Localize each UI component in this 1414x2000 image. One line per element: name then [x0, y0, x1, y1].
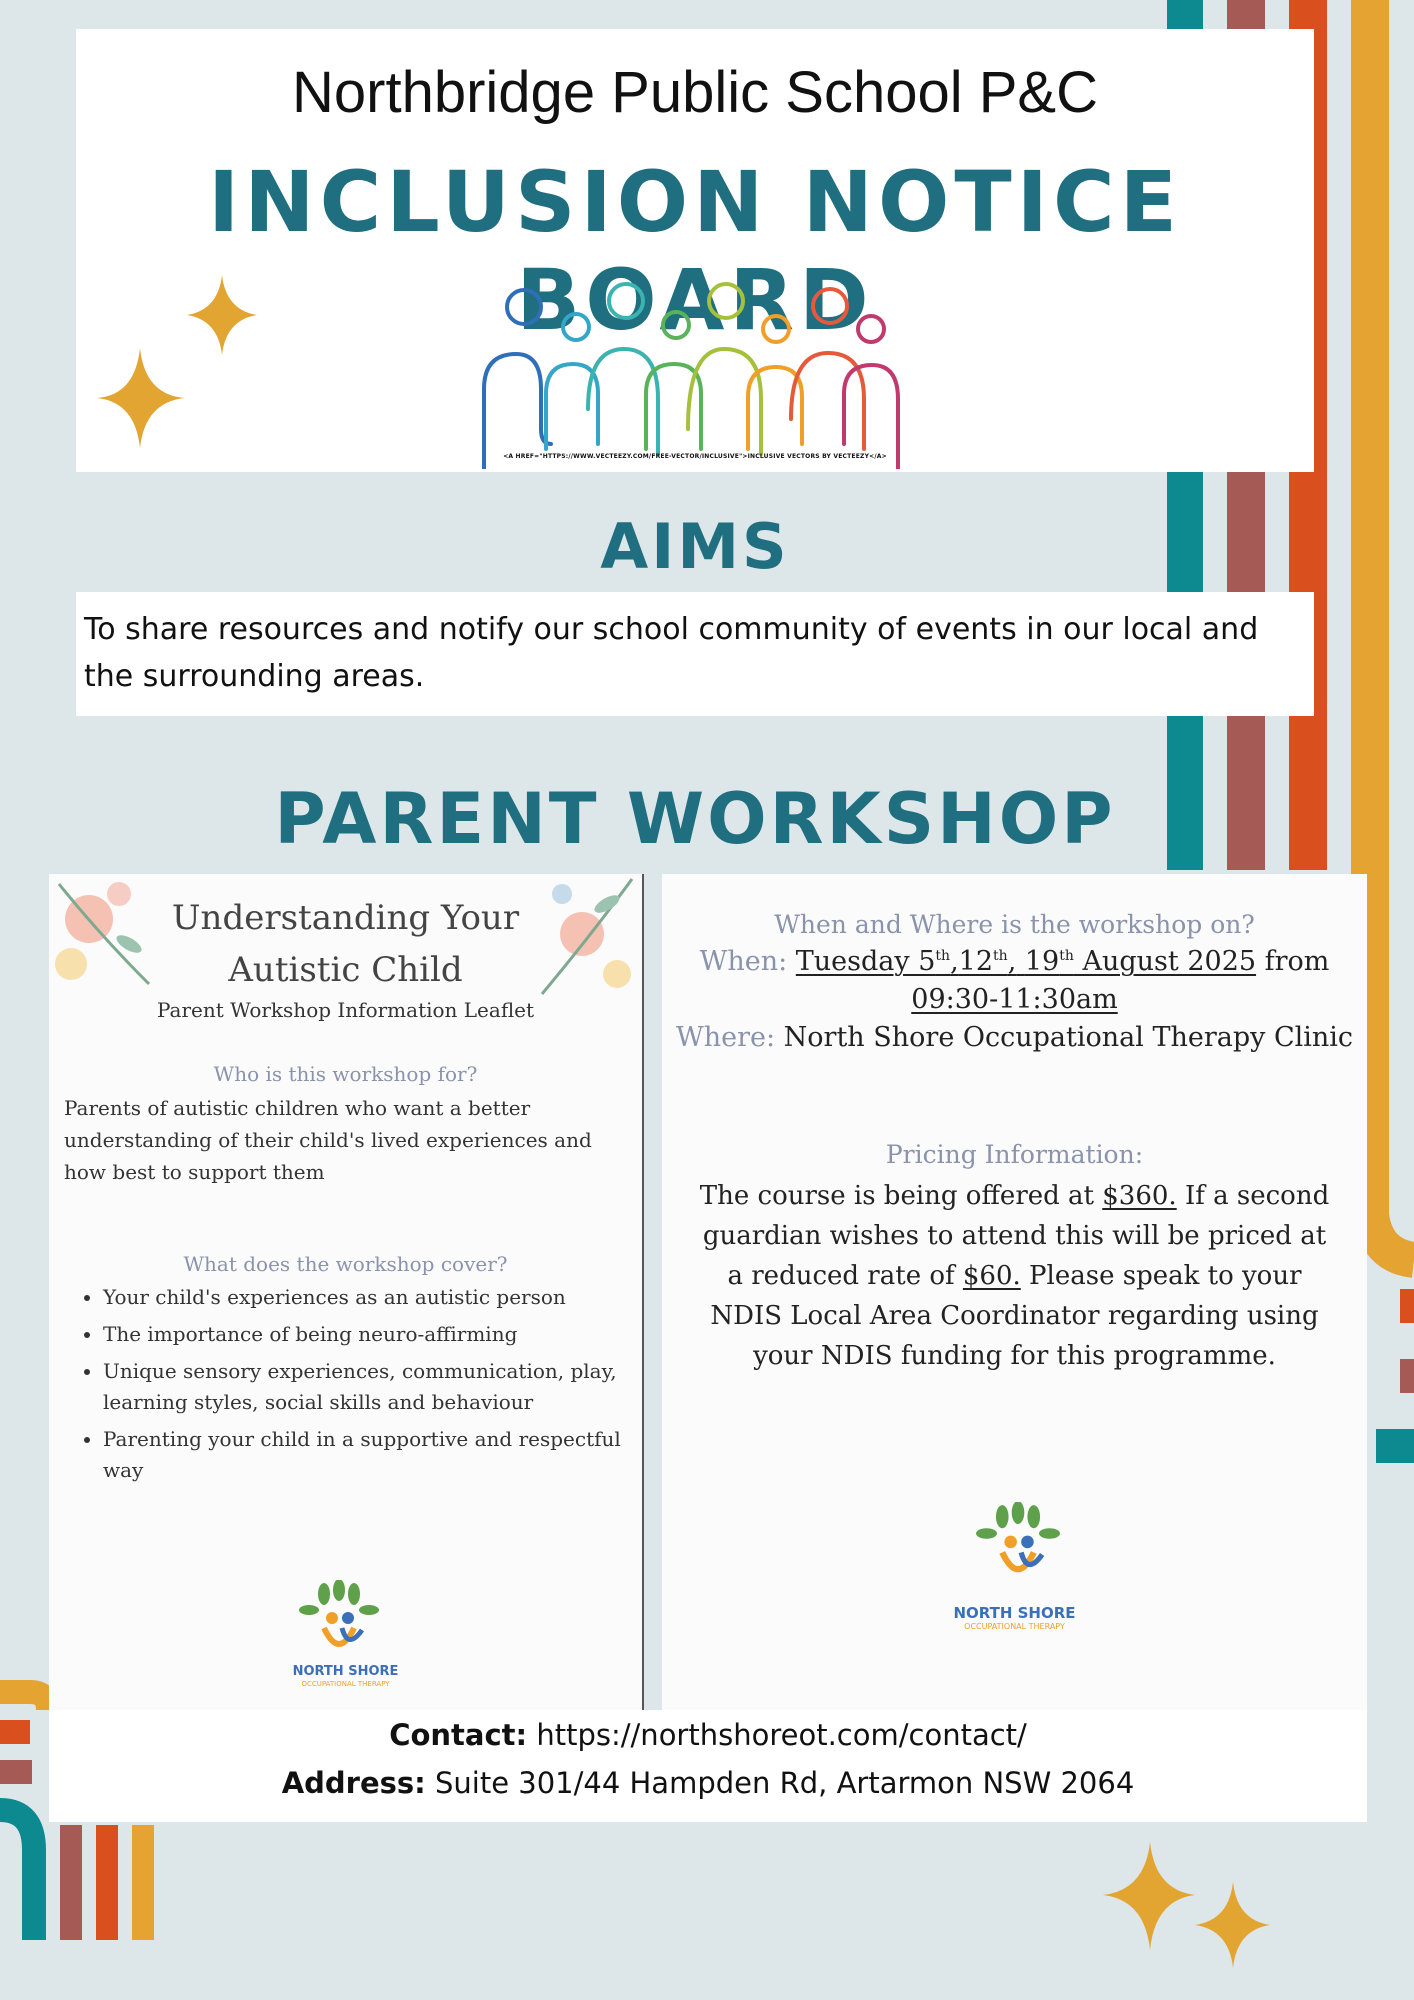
who-text: Parents of autistic children who want a better understanding of their child's lived experiences and how best to support them — [64, 1096, 592, 1184]
contact-line — [49, 1718, 1367, 1752]
sup-th: th — [1059, 948, 1074, 964]
pricing-heading: Pricing Information: — [885, 1140, 1144, 1169]
sparkle-icon-bottom — [1095, 1840, 1285, 1990]
north-shore-logo-icon — [284, 1580, 394, 1660]
page-title: INCLUSION NOTICE BOARD — [208, 153, 1182, 349]
leaflet-left — [49, 874, 644, 1710]
date-19: 19 — [1024, 946, 1060, 977]
where-value: North Shore Occupational Therapy Clinic — [783, 1022, 1354, 1053]
workshop-heading: PARENT WORKSHOP — [274, 778, 1116, 860]
when-where-heading: When and Where is the workshop on? — [774, 910, 1255, 939]
comma: , — [950, 946, 959, 977]
pricing-part-2: If a second guardian wishes to attend this will be priced at a reduced rate of — [702, 1181, 1330, 1291]
when-line — [662, 946, 1367, 977]
address-line — [49, 1766, 1367, 1800]
logo-name: NORTH SHORE — [292, 1664, 399, 1679]
cover-heading: What does the workshop cover? — [183, 1252, 508, 1276]
when-time-line — [662, 984, 1367, 1015]
when-from: from — [1264, 946, 1330, 977]
north-shore-logo-icon — [960, 1502, 1076, 1586]
logo-sub: OCCUPATIONAL THERAPY — [964, 1622, 1065, 1631]
address-label: Address: — [281, 1766, 426, 1800]
contact-link[interactable]: https://northshoreot.com/contact/ — [536, 1718, 1027, 1752]
sup-th: th — [935, 948, 951, 964]
aims-panel — [76, 592, 1314, 716]
price-second: $60. — [962, 1261, 1021, 1291]
leaflet-title-line2: Autistic Child — [228, 950, 463, 990]
date-month: August 2025 — [1082, 946, 1257, 977]
when-dates — [796, 946, 1256, 977]
when-time: 09:30-11:30am — [911, 984, 1118, 1015]
address-value: Suite 301/44 Hampden Rd, Artarmon NSW 2064 — [434, 1766, 1135, 1800]
list-item: • Parenting your child in a supportive and respectful way — [103, 1424, 629, 1486]
where-line — [662, 1022, 1367, 1053]
when-label: When: — [699, 946, 788, 977]
date-12: 12 — [958, 946, 994, 977]
contact-label: Contact: — [389, 1718, 528, 1752]
pricing-text — [692, 1176, 1337, 1376]
price-main: $360. — [1102, 1181, 1177, 1211]
aims-heading: AIMS — [600, 510, 790, 583]
logo-name: NORTH SHORE — [953, 1604, 1076, 1622]
contact-panel — [49, 1710, 1367, 1822]
pricing-part-1: The course is being offered at — [699, 1181, 1094, 1211]
leaflet-right — [662, 874, 1367, 1710]
list-item: • Unique sensory experiences, communication, play, learning styles, social skills and behaviour — [103, 1356, 629, 1418]
aims-text: To share resources and notify our school community of events in our local and the surrounding areas. — [84, 612, 1259, 694]
list-item: • The importance of being neuro-affirming — [103, 1319, 629, 1350]
leaflet-subtitle: Parent Workshop Information Leaflet — [156, 998, 535, 1022]
inclusive-people-icon — [476, 279, 916, 469]
vector-credit: <A HREF="HTTPS://WWW.VECTEEZY.COM/FREE-VECTOR/INCLUSIVE">INCLUSIVE VECTORS BY VECTEEZY</A> — [503, 453, 887, 460]
list-item: • Your child's experiences as an autistic person — [103, 1282, 629, 1313]
pricing-part-3: Please speak to your NDIS Local Area Coordinator regarding using your NDIS funding for this programme. — [710, 1261, 1319, 1371]
sup-th: th — [993, 948, 1008, 964]
where-label: Where: — [675, 1022, 776, 1053]
school-name: Northbridge Public School P&C — [292, 60, 1098, 125]
cover-list — [49, 1282, 629, 1492]
comma: , — [1007, 946, 1017, 977]
who-heading: Who is this workshop for? — [213, 1062, 478, 1086]
date-5: Tuesday 5 — [795, 946, 936, 977]
sparkle-icon-top — [95, 270, 265, 450]
logo-sub: OCCUPATIONAL THERAPY — [301, 1680, 390, 1688]
leaflet-title-line1: Understanding Your — [171, 898, 520, 938]
